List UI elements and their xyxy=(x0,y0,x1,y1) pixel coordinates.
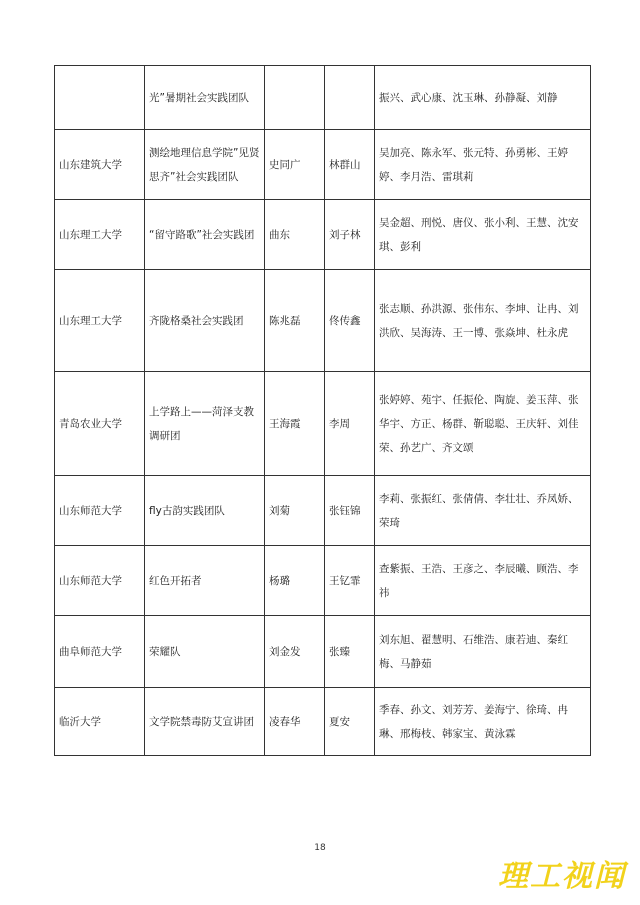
table-row xyxy=(55,270,591,372)
team-cell: 光”暑期社会实践团队 xyxy=(145,66,265,130)
university-cell: 山东理工大学 xyxy=(55,200,145,270)
advisor-cell: 曲东 xyxy=(265,200,325,270)
table-row xyxy=(55,200,591,270)
members-cell: 李莉、张振红、张倩倩、李壮壮、乔凤娇、荣琦 xyxy=(375,476,591,546)
team-cell: 测绘地理信息学院”见贤思齐”社会实践团队 xyxy=(145,130,265,200)
leader-cell xyxy=(325,66,375,130)
advisor-cell: 史同广 xyxy=(265,130,325,200)
table-row xyxy=(55,66,591,130)
team-cell: 上学路上——菏泽支教调研团 xyxy=(145,372,265,476)
university-cell: 临沂大学 xyxy=(55,688,145,756)
university-cell: 山东师范大学 xyxy=(55,476,145,546)
table-row xyxy=(55,130,591,200)
members-cell: 查紫振、王浩、王彦之、李辰曦、顾浩、李祎 xyxy=(375,546,591,616)
table-row xyxy=(55,476,591,546)
members-cell: 季春、孙文、刘芳芳、姜海宁、徐琦、冉琳、邢梅枝、韩家宝、黄泳霖 xyxy=(375,688,591,756)
team-table xyxy=(54,65,591,756)
team-cell: 红色开拓者 xyxy=(145,546,265,616)
table-row xyxy=(55,546,591,616)
team-table-body xyxy=(55,66,591,756)
watermark-logo: 理工视闻 xyxy=(498,859,626,894)
leader-cell: 李周 xyxy=(325,372,375,476)
university-cell: 曲阜师范大学 xyxy=(55,616,145,688)
university-cell: 青岛农业大学 xyxy=(55,372,145,476)
advisor-cell: 凌春华 xyxy=(265,688,325,756)
table-row xyxy=(55,616,591,688)
university-cell: 山东师范大学 xyxy=(55,546,145,616)
advisor-cell: 刘金发 xyxy=(265,616,325,688)
team-cell: fly古韵实践团队 xyxy=(145,476,265,546)
advisor-cell: 陈兆磊 xyxy=(265,270,325,372)
team-cell: 荣耀队 xyxy=(145,616,265,688)
leader-cell: 张钰锦 xyxy=(325,476,375,546)
university-cell xyxy=(55,66,145,130)
university-cell: 山东建筑大学 xyxy=(55,130,145,200)
members-cell: 吴加亮、陈永军、张元特、孙勇彬、王婷婷、李月浩、雷琪莉 xyxy=(375,130,591,200)
team-cell: “留守路歌”社会实践团 xyxy=(145,200,265,270)
leader-cell: 夏安 xyxy=(325,688,375,756)
members-cell: 张婷婷、苑宇、任振伦、陶旋、姜玉萍、张华宇、方正、杨群、靳聪聪、王庆轩、刘佳荣、孙艺广、齐文颂 xyxy=(375,372,591,476)
advisor-cell: 刘菊 xyxy=(265,476,325,546)
members-cell: 吴金超、刑悦、唐仪、张小利、王慧、沈安琪、彭利 xyxy=(375,200,591,270)
leader-cell: 刘子林 xyxy=(325,200,375,270)
university-cell: 山东理工大学 xyxy=(55,270,145,372)
advisor-cell xyxy=(265,66,325,130)
page-number: 18 xyxy=(314,843,326,853)
table-row xyxy=(55,688,591,756)
table-row xyxy=(55,372,591,476)
team-cell: 齐陇格桑社会实践团 xyxy=(145,270,265,372)
leader-cell: 林群山 xyxy=(325,130,375,200)
advisor-cell: 杨璐 xyxy=(265,546,325,616)
leader-cell: 佟传鑫 xyxy=(325,270,375,372)
advisor-cell: 王海霞 xyxy=(265,372,325,476)
members-cell: 振兴、武心康、沈玉琳、孙静凝、刘静 xyxy=(375,66,591,130)
members-cell: 刘东旭、翟慧明、石维浩、康若迪、秦红梅、马静茹 xyxy=(375,616,591,688)
leader-cell: 王钇霏 xyxy=(325,546,375,616)
leader-cell: 张臻 xyxy=(325,616,375,688)
members-cell: 张志顺、孙洪源、张伟东、李坤、让冉、刘洪欣、吴海涛、王一博、张焱坤、杜永虎 xyxy=(375,270,591,372)
team-cell: 文学院禁毒防艾宣讲团 xyxy=(145,688,265,756)
